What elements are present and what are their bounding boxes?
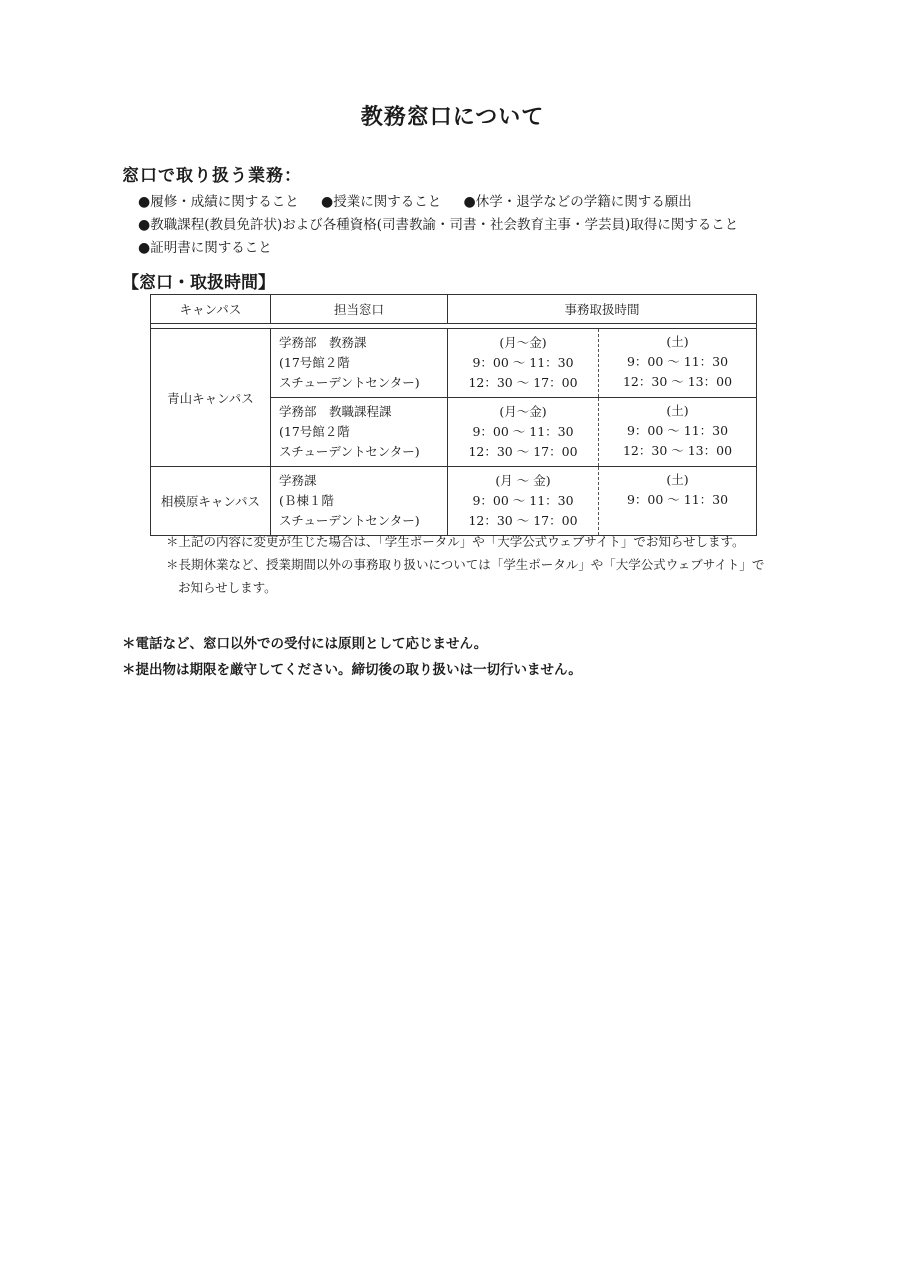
saturday-hours: (土) 9：00 ～ 11：30 12：30 ～ 13：00 (599, 398, 757, 467)
office-cell: 学務課 (Ｂ棟１階 スチューデントセンター) (271, 467, 448, 536)
services-list (138, 191, 756, 260)
weekday-hours: (月～金) 9：00 ～ 11：30 12：30 ～ 17：00 (448, 398, 599, 467)
page-title: 教務窓口について (360, 105, 545, 130)
hours-heading: 【窓口・取扱時間】 (122, 273, 275, 293)
office-cell: 学務部 教務課 (17号館２階 スチューデントセンター) (271, 329, 448, 398)
office-hours-table (150, 294, 757, 536)
note-item: ＊長期休業など、授業期間以外の事務取り扱いについては「学生ポータル」や「大学公式ウェブサイト」でお知らせします。 (166, 557, 765, 595)
note-item: ＊上記の内容に変更が生じた場合は、「学生ポータル」や「大学公式ウェブサイト」でお知らせします。 (166, 534, 745, 549)
table-notes (166, 530, 766, 599)
bullet-icon: ● (463, 194, 476, 210)
table-header-row (151, 295, 757, 324)
bullet-icon: ● (138, 217, 151, 233)
campus-name: 相模原キャンパス (151, 467, 271, 536)
column-header-times: 事務取扱時間 (448, 295, 757, 324)
services-heading: 窓口で取り扱う業務： (122, 166, 302, 186)
bullet-icon: ● (321, 194, 334, 210)
saturday-hours: (土) 9：00 ～ 11：30 (599, 467, 757, 536)
list-item: ●休学・退学などの学籍に関する願出 (463, 194, 692, 210)
bullet-icon: ● (138, 240, 151, 256)
column-header-campus: キャンパス (151, 295, 271, 324)
column-header-office: 担当窓口 (271, 295, 448, 324)
list-item: ●授業に関すること (321, 194, 442, 210)
list-item: ●履修・成績に関すること (138, 194, 299, 210)
weekday-hours: (月 ～ 金) 9：00 ～ 11：30 12：30 ～ 17：00 (448, 467, 599, 536)
office-cell: 学務部 教職課程課 (17号館２階 スチューデントセンター) (271, 398, 448, 467)
campus-name: 青山キャンパス (151, 329, 271, 467)
footer-note-item: ＊電話など、窓口以外での受付には原則として応じません。 (122, 636, 488, 652)
services-line-3 (138, 237, 756, 260)
list-item: ●教職課程(教員免許状)および各種資格(司書教諭・司書・社会教育主事・学芸員)取得に関すること (138, 217, 739, 233)
services-line-1 (138, 191, 756, 214)
table-row (151, 467, 757, 536)
bullet-icon: ● (138, 194, 151, 210)
weekday-hours: (月～金) 9：00 ～ 11：30 12：30 ～ 17：00 (448, 329, 599, 398)
saturday-hours: (土) 9：00 ～ 11：30 12：30 ～ 13：00 (599, 329, 757, 398)
services-line-2 (138, 214, 756, 237)
footer-notes (122, 631, 582, 683)
footer-note-item: ＊提出物は期限を厳守してください。締切後の取り扱いは一切行いません。 (122, 662, 582, 678)
table-row (151, 329, 757, 398)
list-item: ●証明書に関すること (138, 240, 272, 256)
